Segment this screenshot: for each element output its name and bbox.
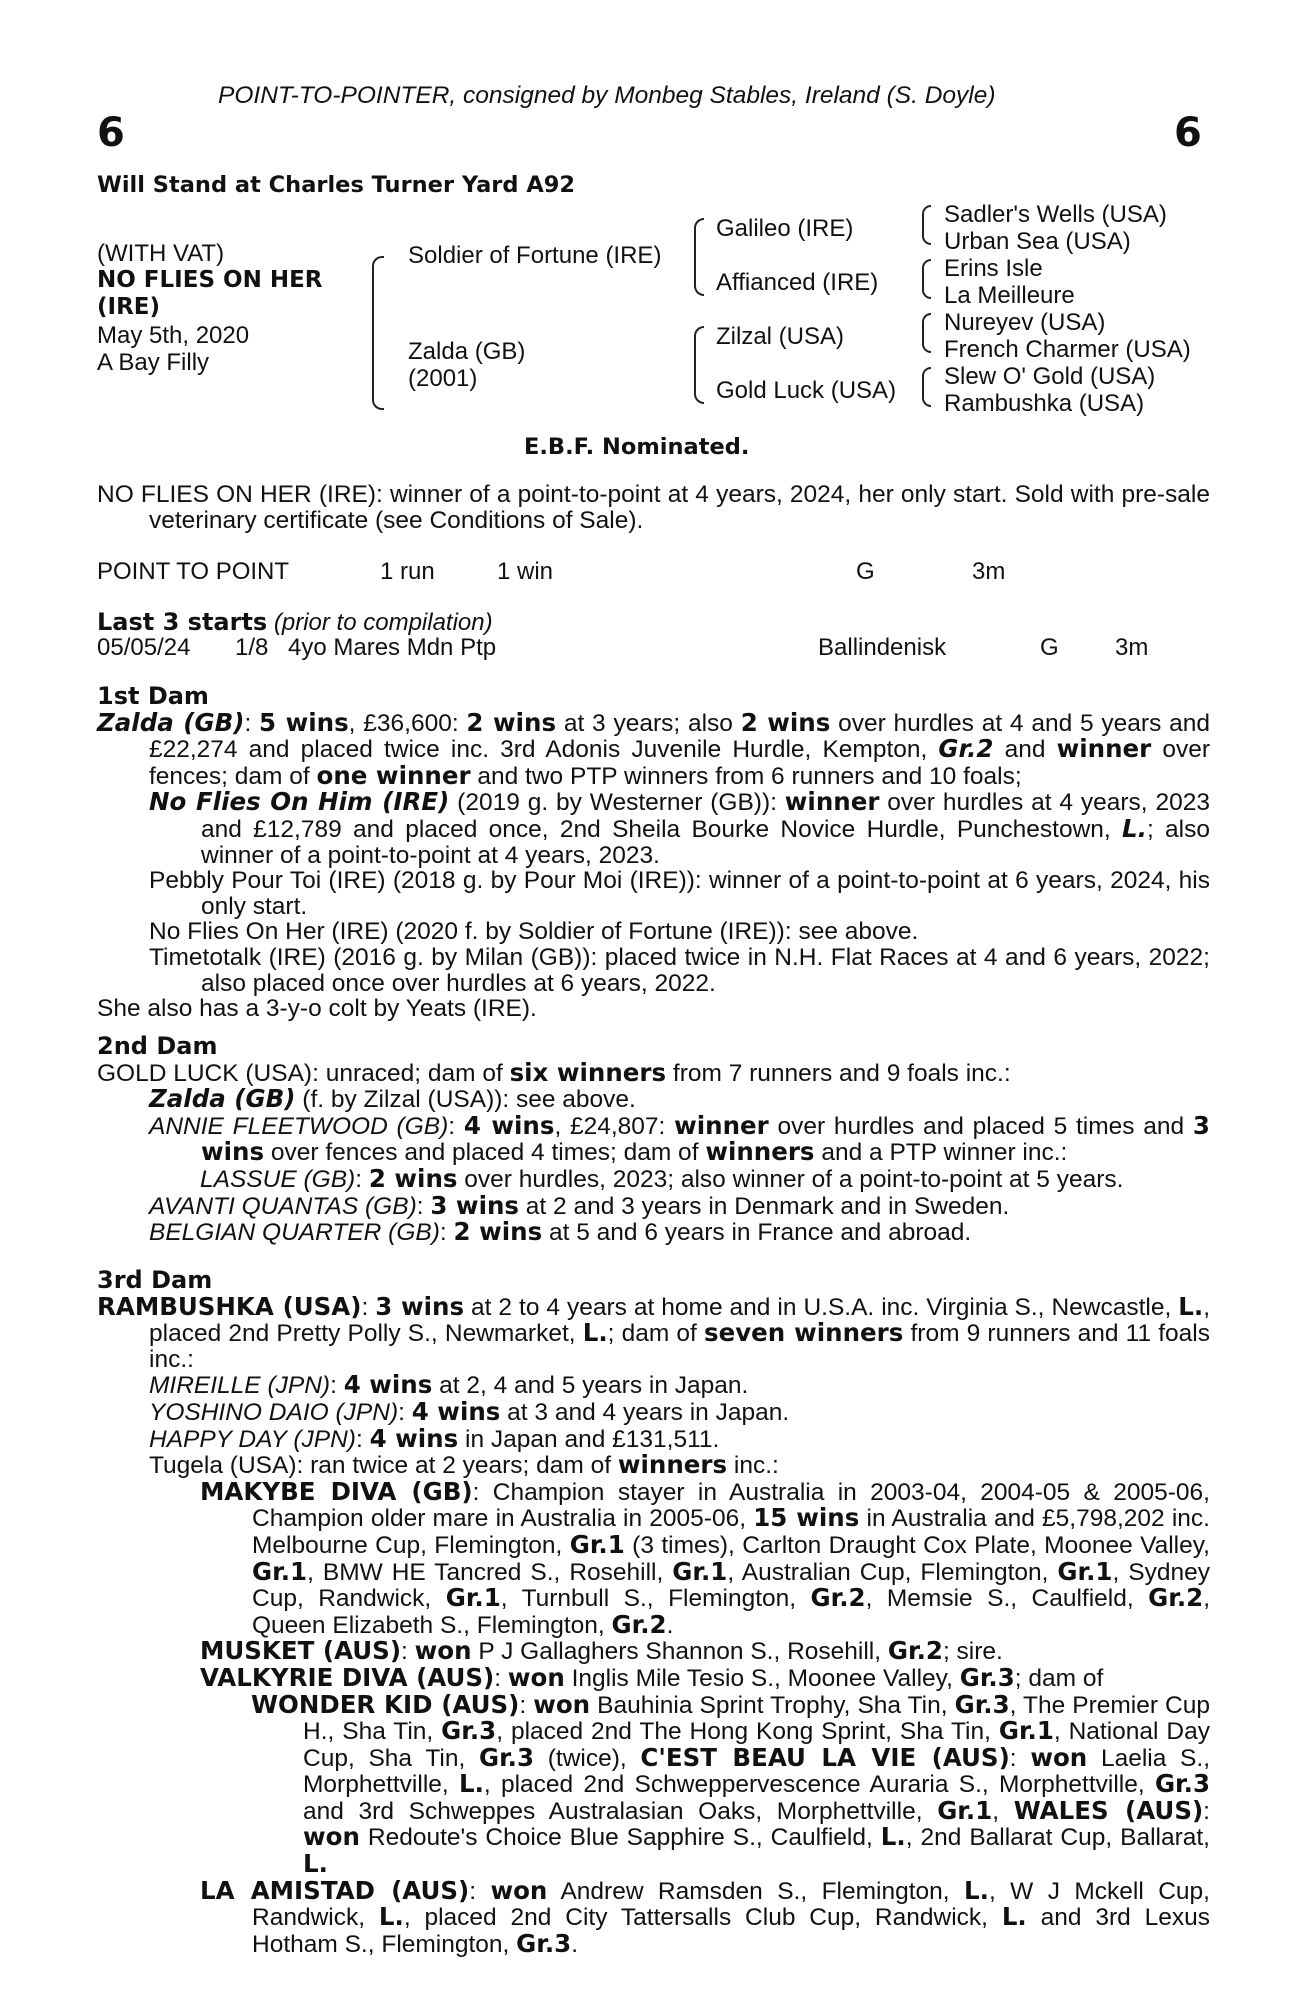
text-run: : — [355, 1425, 370, 1453]
text-run: : — [439, 1219, 454, 1247]
text-run: . — [571, 1930, 579, 1958]
text-run: , placed 2nd Pretty Polly S., Newmarket, — [149, 1293, 1210, 1348]
third-dam-section — [97, 1268, 1210, 1957]
pedigree-gg-6: French Charmer (USA) — [944, 336, 1191, 363]
bold-run: 2 wins — [453, 1217, 543, 1247]
text-run: Inglis Mile Tesio S., Moonee Valley, — [564, 1664, 960, 1692]
text-run: Bauhinia Sprint Trophy, Sha Tin, — [590, 1691, 955, 1719]
pedigree-brace-gg3 — [922, 313, 931, 353]
last-starts-title: Last 3 starts — [97, 608, 268, 636]
pedigree-brace-main — [372, 256, 384, 410]
third-dam-para-2 — [97, 1372, 1210, 1399]
lot-number-left: 6 — [97, 110, 125, 156]
bold-run: won — [303, 1822, 360, 1852]
third-dam-para-9 — [97, 1689, 1211, 1879]
bold-run: 3 wins — [201, 1110, 1210, 1167]
produce-name: Zalda (GB) — [149, 1084, 296, 1114]
produce-name: AVANTI QUANTAS (GB) — [149, 1192, 417, 1220]
text-run: : — [401, 1638, 415, 1666]
summary-text: : winner of a point-to-point at 4 years, 2024, her only start. Sold with pre-sale veterinary certificate (see Conditions of Sale). — [149, 481, 1210, 534]
bold-run: L. — [303, 1849, 328, 1879]
first-dam-heading: 1st Dam — [97, 682, 209, 710]
bold-run: Gr.1 — [672, 1556, 728, 1586]
pedigree-brace-sire — [694, 218, 704, 296]
bold-run: 5 wins — [259, 707, 349, 737]
text-run: . — [666, 1611, 674, 1639]
produce-name: MUSKET (AUS) — [200, 1636, 402, 1666]
bold-run: winners — [705, 1137, 815, 1167]
text-run: at 2 and 3 years in Denmark and in Sweden. — [519, 1192, 1010, 1220]
text-run: , placed 2nd City Tattersalls Club Cup, Randwick, — [403, 1904, 1002, 1932]
bold-run: six winners — [509, 1057, 667, 1087]
produce-name: BELGIAN QUARTER (GB) — [149, 1219, 440, 1247]
third-dam-para-8 — [97, 1662, 1210, 1692]
first-dam-section — [97, 684, 1210, 1022]
bold-run: Gr.1 — [445, 1583, 501, 1613]
horse-name: NO FLIES ON HER — [97, 267, 323, 293]
text-run: P J Gallaghers Shannon S., Rosehill, — [471, 1638, 888, 1666]
bold-run: L. — [880, 1822, 906, 1852]
text-run: , placed 2nd The Hong Kong Sprint, Sha Tin, — [496, 1718, 999, 1746]
third-dam-para-5 — [97, 1452, 1210, 1479]
pedigree-gg-7: Slew O' Gold (USA) — [944, 363, 1156, 390]
text-run: : — [1009, 1744, 1031, 1772]
last-starts-heading — [97, 608, 493, 637]
third-dam-para-4 — [97, 1423, 1210, 1453]
pedigree-sire: Soldier of Fortune (IRE) — [408, 242, 662, 269]
pedigree-dam-sire: Zilzal (USA) — [716, 323, 845, 350]
text-run: in Australia and £5,798,202 inc. Melbourne Cup, Flemington, — [252, 1505, 1210, 1559]
pedigree-sire-dam: Affianced (IRE) — [716, 269, 879, 296]
start-distance: 3m — [1115, 634, 1149, 661]
pedigree-gg-8: Rambushka (USA) — [944, 390, 1145, 417]
text-run: : — [448, 1112, 464, 1140]
text-run: and 3rd Lexus Hotham S., Flemington, — [252, 1904, 1210, 1958]
second-dam-para-4 — [97, 1163, 1210, 1193]
bold-run: Gr.3 — [516, 1928, 572, 1958]
bold-run: Gr.2 — [1148, 1583, 1204, 1613]
text-run: , National Day Cup, Sha Tin, — [303, 1718, 1210, 1772]
record-going: G — [856, 558, 875, 585]
pedigree-dam: Zalda (GB) — [408, 338, 526, 365]
bold-run: 3 wins — [375, 1291, 465, 1321]
dam-name: RAMBUSHKA (USA) — [97, 1291, 362, 1321]
start-going: G — [1040, 634, 1059, 661]
bold-run: winner — [1056, 734, 1152, 764]
bold-run: L. — [458, 1769, 484, 1799]
text-run: over hurdles and placed 5 times and — [768, 1112, 1193, 1140]
bold-run: L. — [1001, 1902, 1027, 1932]
text-run: , 2nd Ballarat Cup, Ballarat, — [905, 1824, 1210, 1852]
produce-name: ANNIE FLEETWOOD (GB) — [149, 1112, 449, 1140]
stand-location: Will Stand at Charles Turner Yard A92 — [97, 172, 576, 198]
text-run: : Champion stayer in Australia in 2003-04, 2004-05 & 2005-06, Champion older mare in Australia in 2005-06, — [252, 1478, 1210, 1533]
text-run: and — [993, 736, 1057, 764]
horse-name-country: (IRE) — [97, 294, 161, 320]
pedigree-dam-year: (2001) — [408, 365, 478, 392]
bold-run: Gr.1 — [998, 1716, 1054, 1746]
second-dam-para-5 — [97, 1190, 1210, 1220]
first-dam-para-3: Pebbly Pour Toi (IRE) (2018 g. by Pour Moi (IRE)): winner of a point-to-point at 6 years, 2024, his only start. — [149, 867, 1210, 920]
record-wins: 1 win — [497, 558, 554, 585]
text-run: over fences and placed 4 times; dam of — [264, 1139, 706, 1167]
first-dam-para-5: Timetotalk (IRE) (2016 g. by Milan (GB)): placed twice in N.H. Flat Races at 4 and 6 years, 2022; also placed once over hurdles at 6 years, 2022. — [149, 943, 1210, 997]
bold-run: 3 wins — [430, 1190, 519, 1220]
text-run: , £24,807: — [554, 1112, 675, 1140]
text-run: (3 times), Carlton Draught Cox Plate, Moonee Valley, — [624, 1531, 1210, 1559]
bold-run: won — [1030, 1742, 1088, 1772]
summary-paragraph — [97, 482, 1210, 533]
bold-run: 2 wins — [466, 707, 557, 737]
second-dam-section — [97, 1034, 1210, 1246]
text-run: : — [494, 1664, 508, 1692]
text-run: , Queen Elizabeth S., Flemington, — [252, 1585, 1210, 1639]
bold-run: winners — [617, 1450, 728, 1480]
text-run: at 5 and 6 years in France and abroad. — [542, 1219, 972, 1247]
second-dam-heading: 2nd Dam — [97, 1032, 218, 1060]
start-date: 05/05/24 — [97, 634, 191, 661]
bold-run: 4 wins — [463, 1110, 555, 1140]
vat-note: (WITH VAT) — [97, 240, 225, 267]
start-course: Ballindenisk — [818, 634, 947, 661]
text-run: from 9 runners and 11 foals inc.: — [149, 1320, 1210, 1373]
bold-run: L. — [1178, 1291, 1204, 1321]
pedigree-gg-5: Nureyev (USA) — [944, 309, 1106, 336]
bold-run: Gr.3 — [954, 1689, 1010, 1719]
horse-description: A Bay Filly — [97, 349, 210, 376]
bold-run: Gr.3 — [478, 1742, 535, 1772]
text-run: at 2, 4 and 5 years in Japan. — [432, 1372, 749, 1400]
text-run: : — [244, 709, 260, 737]
text-run: , BMW HE Tancred S., Rosehill, — [307, 1558, 673, 1586]
pedigree-gg-4: La Meilleure — [944, 282, 1075, 309]
bold-run: 2 wins — [368, 1163, 458, 1193]
lot-number-right: 6 — [1174, 110, 1202, 156]
dam-name: Zalda (GB) — [97, 707, 245, 737]
pedigree-brace-gg1 — [922, 205, 931, 245]
bold-run: seven winners — [704, 1318, 904, 1348]
bold-run: winner — [784, 787, 880, 817]
text-run: ; dam of — [1014, 1664, 1104, 1692]
text-run: from 7 runners and 9 foals inc.: — [666, 1059, 1011, 1087]
text-run: at 3 years; also — [556, 709, 741, 737]
text-run: inc.: — [727, 1452, 779, 1480]
pedigree-brace-gg2 — [922, 259, 931, 299]
bold-run: Gr.2 — [611, 1609, 667, 1639]
bold-run: 15 wins — [753, 1503, 860, 1533]
third-dam-para-3 — [97, 1396, 1210, 1426]
bold-run: Gr.1 — [252, 1556, 308, 1586]
text-run: : — [416, 1192, 431, 1220]
produce-name: MIREILLE (JPN) — [149, 1372, 331, 1400]
bold-run: Gr.1 — [569, 1529, 625, 1559]
text-run: , The Premier Cup H., Sha Tin, — [303, 1691, 1210, 1746]
bold-run: 4 wins — [411, 1396, 501, 1426]
pedigree-brace-gg4 — [922, 367, 931, 407]
third-dam-para-1 — [97, 1291, 1210, 1373]
bold-run: Gr.2 — [887, 1636, 943, 1666]
first-dam-para-6: She also has a 3-y-o colt by Yeats (IRE). — [97, 995, 537, 1023]
bold-run: 2 wins — [740, 707, 831, 737]
second-dam-para-6 — [97, 1219, 1210, 1246]
bold-run: 4 wins — [369, 1423, 459, 1453]
first-dam-para-4: No Flies On Her (IRE) (2020 f. by Soldier of Fortune (IRE)): see above. — [149, 918, 919, 946]
summary-block — [97, 482, 1210, 533]
third-dam-para-10 — [97, 1875, 1210, 1958]
pedigree-gg-3: Erins Isle — [944, 255, 1043, 282]
grade-run: L. — [1122, 813, 1147, 843]
pedigree-sire-sire: Galileo (IRE) — [716, 215, 854, 242]
bold-run: winner — [674, 1110, 769, 1140]
consignment-line: POINT-TO-POINTER, consigned by Monbeg Stables, Ireland (S. Doyle) — [218, 82, 996, 109]
text-run: (2019 g. by Westerner (GB)): — [449, 789, 785, 817]
text-run: : — [519, 1691, 534, 1719]
bold-run: WALES (AUS) — [1013, 1795, 1204, 1825]
text-run: Tugela (USA): ran twice at 2 years; dam of — [149, 1452, 618, 1480]
produce-name: No Flies On Him (IRE) — [149, 787, 450, 817]
text-run: Laelia S., Morphettville, — [303, 1744, 1211, 1799]
second-dam-para-2 — [97, 1086, 1210, 1113]
text-run: , — [992, 1797, 1014, 1825]
text-run: and 3rd Schweppes Australasian Oaks, Morphettville, — [303, 1797, 938, 1825]
text-run: : — [330, 1372, 344, 1400]
bold-run: Gr.1 — [1057, 1556, 1113, 1586]
text-run: : — [469, 1877, 491, 1905]
produce-name: LA AMISTAD (AUS) — [200, 1875, 470, 1905]
record-distance: 3m — [972, 558, 1006, 585]
text-run: , Australian Cup, Flemington, — [727, 1558, 1058, 1586]
produce-name: LASSUE (GB) — [200, 1165, 356, 1193]
pedigree-brace-dam — [694, 326, 704, 404]
start-position: 1/8 — [235, 634, 269, 661]
first-dam-para-2 — [97, 789, 1210, 868]
text-run: at 2 to 4 years at home and in U.S.A. inc. Virginia S., Newcastle, — [464, 1293, 1179, 1321]
pedigree-dam-dam: Gold Luck (USA) — [716, 377, 897, 404]
third-dam-heading: 3rd Dam — [97, 1266, 213, 1294]
text-run: in Japan and £131,511. — [458, 1425, 720, 1453]
produce-name: MAKYBE DIVA (GB) — [200, 1476, 473, 1506]
text-run: over fences; dam of — [149, 736, 1210, 790]
text-run: (f. by Zilzal (USA)): see above. — [295, 1086, 636, 1114]
text-run: over hurdles at 4 and 5 years and £22,274 and placed twice inc. 3rd Adonis Juvenile Hurdle, Kempton, — [149, 709, 1210, 764]
text-run: (twice), — [534, 1744, 641, 1772]
produce-name: VALKYRIE DIVA (AUS) — [200, 1662, 495, 1692]
bold-run: won — [533, 1689, 591, 1719]
text-run: and a PTP winner inc.: — [814, 1139, 1068, 1167]
foaling-date: May 5th, 2020 — [97, 322, 250, 349]
text-run: Redoute's Choice Blue Sapphire S., Caulfield, — [359, 1824, 881, 1852]
text-run: , Turnbull S., Flemington, — [500, 1585, 811, 1613]
grade-run: Gr.2 — [938, 734, 994, 764]
text-run: GOLD LUCK (USA): unraced; dam of — [97, 1059, 510, 1087]
bold-run: C'EST BEAU LA VIE (AUS) — [640, 1742, 1010, 1772]
text-run: over hurdles at 4 years, 2023 and £12,789 and placed once, 2nd Sheila Bourke Novice Hurdle, Punchestown, — [201, 789, 1210, 843]
bold-run: Gr.3 — [441, 1716, 497, 1746]
summary-horse-name: NO FLIES ON HER (IRE) — [97, 481, 377, 508]
text-run: : — [398, 1398, 412, 1426]
third-dam-para-6 — [97, 1476, 1210, 1639]
text-run: , Sydney Cup, Randwick, — [252, 1558, 1210, 1613]
pedigree-gg-2: Urban Sea (USA) — [944, 228, 1131, 255]
bold-run: Gr.1 — [937, 1795, 993, 1825]
bold-run: Gr.3 — [1154, 1769, 1210, 1799]
text-run: , Memsie S., Caulfield, — [865, 1585, 1149, 1613]
text-run: ; dam of — [607, 1320, 705, 1348]
text-run: and two PTP winners from 6 runners and 10 foals; — [470, 762, 1022, 790]
text-run: Andrew Ramsden S., Flemington, — [547, 1877, 965, 1905]
ebf-nominated: E.B.F. Nominated. — [524, 434, 750, 460]
bold-run: won — [490, 1875, 548, 1905]
text-run: : — [361, 1293, 376, 1321]
text-run: ; sire. — [942, 1638, 1003, 1666]
text-run: , placed 2nd Schweppervescence Auraria S., Morphettville, — [483, 1771, 1155, 1799]
first-dam-para-1 — [97, 707, 1210, 790]
bold-run: won — [507, 1662, 565, 1692]
bold-run: L. — [378, 1902, 404, 1932]
produce-name: HAPPY DAY (JPN) — [149, 1425, 356, 1453]
text-run: : — [1203, 1797, 1210, 1825]
last-starts-note: (prior to compilation) — [273, 609, 493, 636]
record-label: POINT TO POINT — [97, 558, 290, 585]
start-race: 4yo Mares Mdn Ptp — [288, 634, 497, 661]
bold-run: won — [414, 1636, 472, 1666]
text-run: , W J Mckell Cup, Randwick, — [252, 1877, 1210, 1932]
bold-run: L. — [964, 1875, 989, 1905]
record-runs: 1 run — [380, 558, 435, 585]
second-dam-para-1 — [97, 1057, 1210, 1087]
text-run: over hurdles, 2023; also winner of a point-to-point at 5 years. — [457, 1165, 1124, 1193]
text-run: at 3 and 4 years in Japan. — [500, 1398, 790, 1426]
second-dam-para-3 — [97, 1110, 1210, 1167]
third-dam-para-7 — [97, 1638, 1210, 1665]
bold-run: Gr.3 — [959, 1662, 1015, 1692]
produce-name: YOSHINO DAIO (JPN) — [149, 1398, 399, 1426]
text-run: : — [355, 1165, 369, 1193]
bold-run: L. — [582, 1318, 608, 1348]
text-run: ; also winner of a point-to-point at 4 years, 2023. — [201, 815, 1210, 869]
produce-name: WONDER KID (AUS) — [251, 1689, 520, 1719]
bold-run: one winner — [316, 760, 471, 790]
text-run: , £36,600: — [348, 709, 467, 737]
bold-run: 4 wins — [343, 1370, 433, 1400]
bold-run: Gr.2 — [810, 1583, 866, 1613]
pedigree-gg-1: Sadler's Wells (USA) — [944, 201, 1167, 228]
